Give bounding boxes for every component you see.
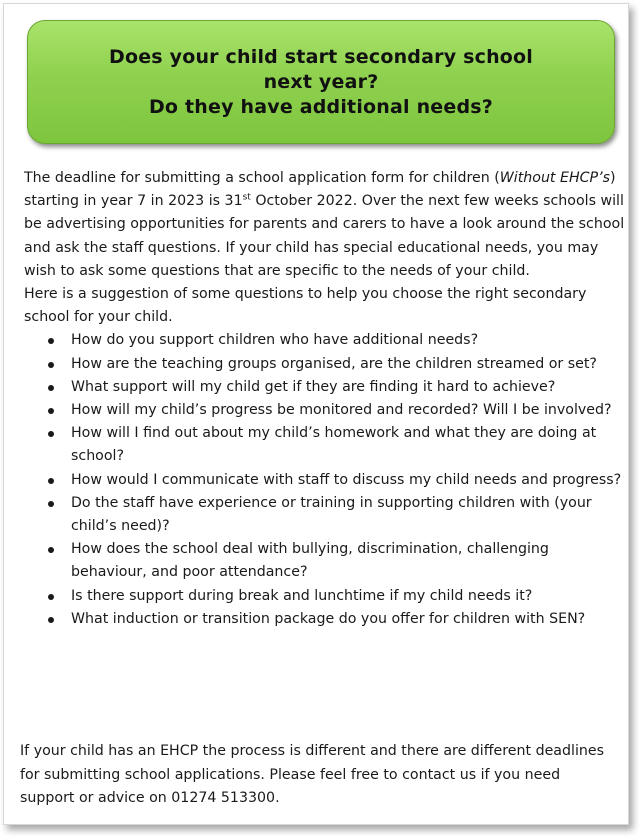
question-text: Is there support during break and lunchtime if my child needs it? xyxy=(71,587,533,604)
question-item xyxy=(24,353,626,376)
bullet-icon xyxy=(48,478,54,484)
bullet-icon xyxy=(48,547,54,553)
bullet-icon xyxy=(48,362,54,368)
title-banner xyxy=(27,20,615,144)
question-text: Do the staff have experience or training in supporting children with (your child’s need)? xyxy=(71,494,592,535)
question-text: How would I communicate with staff to discuss my child needs and progress? xyxy=(71,471,622,488)
date-superscript: st xyxy=(242,192,251,203)
question-text: How will my child’s progress be monitored and recorded? Will I be involved? xyxy=(71,402,612,419)
footer-paragraph: If your child has an EHCP the process is different and there are different deadlines for submitting school applications. Please feel free to contact us if you need support or advice on 01274 513300. xyxy=(20,743,604,806)
question-item xyxy=(24,492,626,538)
question-text: How are the teaching groups organised, are the children streamed or set? xyxy=(71,355,597,372)
bullet-icon xyxy=(48,594,54,600)
document-page xyxy=(3,3,629,825)
bullet-icon xyxy=(48,385,54,391)
banner-title-line-2: next year? xyxy=(263,70,379,93)
questions-list xyxy=(24,329,626,631)
question-item xyxy=(24,585,626,608)
intro-italic-text: Without EHCP’s xyxy=(499,170,610,186)
bullet-icon xyxy=(48,408,54,414)
bullet-icon xyxy=(48,501,54,507)
intro-text-middle: ) starting in year 7 in 2023 is 31 xyxy=(24,170,616,210)
question-text: How does the school deal with bullying, discrimination, challenging behaviour, and poor attendance? xyxy=(71,541,549,581)
question-item xyxy=(24,376,626,399)
bullet-icon xyxy=(48,431,54,437)
intro-text-end: October 2022. Over the next few weeks schools will be advertising opportunities for parents and carers to have a look around the school and ask the staff questions. If your child has special educational needs, you may wish to ask some questions that are specific to the needs of your child. xyxy=(24,193,625,279)
question-text: How will I find out about my child’s homework and what they are doing at school? xyxy=(71,425,597,465)
question-text: What induction or transition package do you offer for children with SEN? xyxy=(71,610,586,627)
question-text: How do you support children who have additional needs? xyxy=(71,332,479,349)
question-text: What support will my child get if they are finding it hard to achieve? xyxy=(71,378,556,395)
question-item xyxy=(24,469,626,492)
question-item xyxy=(24,329,626,352)
suggestion-paragraph: Here is a suggestion of some questions to help you choose the right secondary school for your child. xyxy=(24,286,587,326)
banner-title xyxy=(109,45,533,120)
question-item xyxy=(24,422,626,468)
bullet-icon xyxy=(48,617,54,623)
question-item xyxy=(24,399,626,422)
banner-title-line-1: Does your child start secondary school xyxy=(108,45,534,68)
intro-paragraph xyxy=(24,167,626,283)
body-text xyxy=(24,167,626,631)
bullet-icon xyxy=(48,338,54,344)
intro-text-start: The deadline for submitting a school application form for children ( xyxy=(24,170,500,186)
question-item xyxy=(24,538,626,584)
banner-title-line-3: Do they have additional needs? xyxy=(148,95,494,118)
question-item xyxy=(24,608,626,631)
